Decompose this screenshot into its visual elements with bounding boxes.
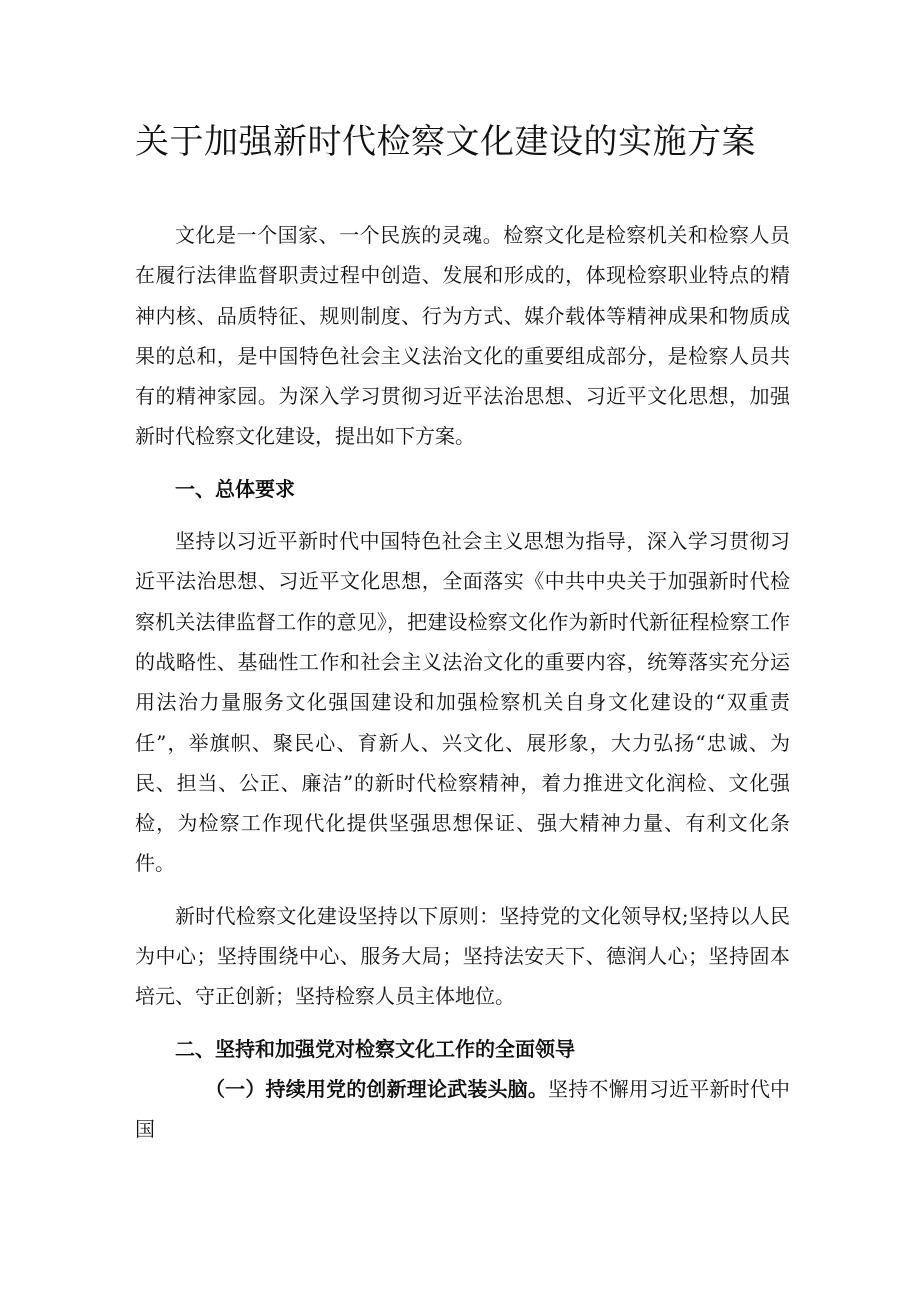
section-heading-party-leadership: 二、坚持和加强党对检察文化工作的全面领导: [175, 1036, 575, 1061]
subsection-paragraph: [135, 1069, 790, 1150]
document-body: [135, 215, 790, 1150]
subsection-text: 坚持不懈用习近平新时代中国: [135, 1076, 791, 1142]
document-title: 关于加强新时代检察文化建设的实施方案: [135, 122, 756, 162]
intro-paragraph: 文化是一个国家、一个民族的灵魂。检察文化是检察机关和检察人员在履行法律监督职责过程中创造、发展和形成的，体现检察职业特点的精神内核、品质特征、规则制度、行为方式、媒介载体等精神成果和物质成果的总和，是中国特色社会主义法治文化的重要组成部分，是检察人员共有的精神家园。为深入学习贯彻习近平法治思想、习近平文化思想，加强新时代检察文化建设，提出如下方案。: [135, 223, 790, 449]
overall-requirements-paragraph: 坚持以习近平新时代中国特色社会主义思想为指导，深入学习贯彻习近平法治思想、习近平文化思想，全面落实《中共中央关于加强新时代检察机关法律监督工作的意见》，把建设检察文化作为新时代新征程检察工作的战略性、基础性工作和社会主义法治文化的重要内容，统筹落实充分运用法治力量服务文化强国建设和加强检察机关自身文化建设的“双重责任”，举旗帜、聚民心、育新人、兴文化、展形象，大力弘扬“忠诚、为民、担当、公正、廉洁”的新时代检察精神，着力推进文化润检、文化强检，为检察工作现代化提供坚强思想保证、强大精神力量、有利文化条件。: [135, 529, 790, 876]
subsection-label: （一）持续用党的创新理论武装头脑。: [205, 1076, 549, 1101]
principles-paragraph: 新时代检察文化建设坚持以下原则：坚持党的文化领导权;坚持以人民为中心；坚持围绕中心、服务大局；坚持法安天下、德润人心；坚持固本培元、守正创新；坚持检察人员主体地位。: [135, 903, 790, 1009]
section-heading-overall-requirements: 一、总体要求: [175, 476, 295, 501]
